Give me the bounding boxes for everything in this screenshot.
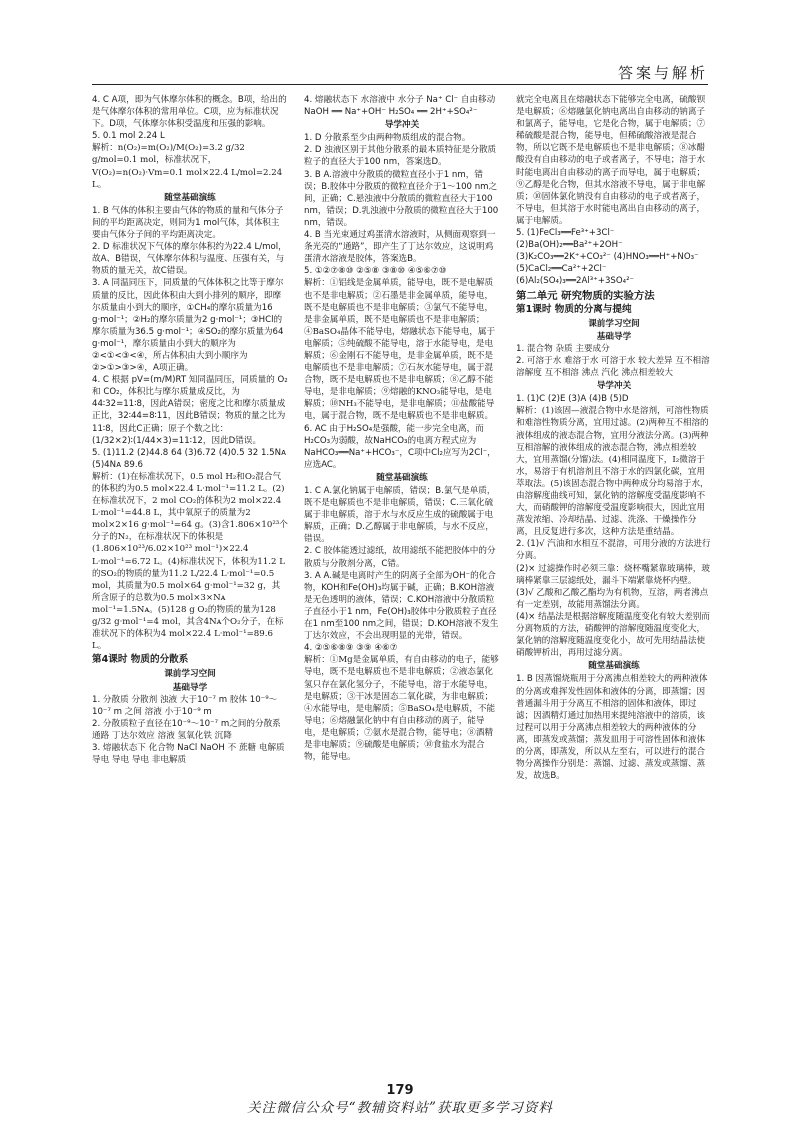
section-heading: 课前学习空间 [164, 669, 216, 680]
page-header [92, 58, 708, 85]
answer-item: 5. 0.1 mol 2.24 L [92, 131, 165, 142]
answer-item: 1. B 气体的体积主要由气体的物质的量和气体分子间的平均距离决定，则同为1 mol气体，其体积主要由气体分子间的平均距离决定。 [92, 205, 284, 241]
analysis-text: 就完全电离且在熔融状态下能够完全电离，硫酸钡是电解质；⑥熔融氯化钠电离出自由移动的钠离子和氯离子，能导电，它是化合物，属于电解质；⑦稀硫酸是混合物，能导电，但稀硫酸溶液是混合物，所以它既不是电解质也不是非电解质；⑧冰醋酸没有自由移动的电子或者离子，不导电；溶于水时能电离出自由移动的离子而导电，属于电解质；⑨乙醇是化合物，但其水溶液不导电，属于非电解质；⑩固体氯化钠没有自由移动的电子或者离子，不导电，但其溶于水时能电离出自由移动的离子，属于电解质。 [516, 95, 706, 226]
answer-item: 2. C 胶体能透过滤纸，故用滤纸不能把胶体中的分散质与分散剂分离，C错。 [304, 546, 496, 569]
section-heading: 随堂基础演练 [588, 661, 640, 672]
answer-item: 5. (1)FeCl₃══Fe³⁺+3Cl⁻ (2)Ba(OH)₂══Ba²⁺+2OH⁻ (3)K₂CO₃══2K⁺+CO₃²⁻ (4)HNO₃══H⁺+NO₃⁻ (5)CaCl₂══Ca²⁺+2Cl⁻ (6)Al₂(SO₄)₃══2Al³⁺+3SO₄²⁻ [516, 228, 699, 287]
answer-item: 1. C A.氯化钠属于电解质，错误；B.氯气是单质，既不是电解质也不是非电解质，错误；C.三氧化硫属于非电解质，溶于水与水反应生成的硫酸属于电解质，正确；D.乙醇属于非电解质，与水不反应，错误。 [304, 486, 496, 545]
answer-item: 1. D 分散系至少由两种物质组成的混合物。 [304, 133, 471, 144]
answer-item: 3. B A.溶液中分散质的微粒直径小于1 nm，错误；B.胶体中分散质的微粒直径介于1～100 nm之间，正确；C.悬浊液中分散质的微粒直径大于100 nm，错误；D.乳浊液中分散质的微粒直径大于100 nm，错误。 [304, 169, 499, 228]
answer-item: 6. AC 由于H₂SO₄是强酸，能一步完全电离，而H₂CO₃为弱酸，故NaHCO₃的电离方程式应为NaHCO₃══Na⁺+HCO₃⁻，C项中Cl₂应写为2Cl⁻，应选AC。 [304, 423, 496, 470]
analysis-text: 解析：n(O₂)=m(O₂)/M(O₂)=3.2 g/32 g/mol=0.1 mol，标准状况下，V(O₂)=n(O₂)·Vm=0.1 mol×22.4 L/mol=2.24 L。 [92, 143, 283, 190]
header-title: 答案与解析 [617, 64, 708, 82]
answer-item: 2. D 浊液区别于其他分散系的最本质特征是分散质粒子的直径大于100 nm，答案选D。 [304, 145, 497, 168]
answer-item: 5. (1)11.2 (2)44.8 64 (3)6.72 (4)0.5 32 1.5Nᴀ (5)4Nᴀ 89.6 [92, 447, 287, 470]
page-number-value: 179 [386, 1083, 414, 1098]
answer-item: 1. B 因蒸馏烧瓶用于分离沸点相差较大的两种液体的分离或难挥发性固体和液体的分离，即蒸馏；因普通漏斗用于分离互不相溶的固体和液体，即过滤；因酒精灯通过加热用来提纯溶液中的溶质，该过程可以用于分离沸点相差较大的两种液体的分离，即蒸发或蒸馏；蒸发皿用于可溶性固体和液体的分离，即蒸发，所以从左至右，可以进行的混合物分离操作分别是：蒸馏、过滤、蒸发或蒸馏、蒸发，故选B。 [516, 674, 708, 782]
answer-item: 1. 混合物 杂质 主要成分 [516, 343, 610, 354]
answer-item: 3. A A.碱是电离时产生的阴离子全部为OH⁻的化合物，KOH和Fe(OH)₃均属于碱，正确；B.KOH溶液是无色透明的液体，错误；C.KOH溶液中分散质粒子直径小于1 nm，Fe(OH)₃胶体中分散质粒子直径在1 nm至100 nm之间，错误；D.KOH溶液不发生丁达尔效应，不会出现明显的光带，错误。 [304, 570, 499, 642]
answer-item: 2. (1)√ 汽油和水相互不混溶，可用分液的方法进行分离。 [516, 539, 711, 562]
section-heading: 导学冲关 [384, 120, 420, 131]
answer-item: 4. C A项，即为气体摩尔体积的概念。B项，给出的是气体摩尔体积的常用单位。C项，应为标准状况下。D项，气体摩尔体积受温度和压强的影响。 [92, 95, 287, 130]
subsection-heading: 基础导学 [172, 682, 208, 693]
footer-note: 关注微信公众号“教辅资料站”获取更多学习资料 [247, 1100, 553, 1116]
answer-item: 3. A 同温同压下，同质量的气体体积之比等于摩尔质量的反比，因此体积由大到小排列的顺序，即摩尔质量由小到大的顺序，①CH₄的摩尔质量为16 g·mol⁻¹；②H₂的摩尔质量为2 g·mol⁻¹；③HCl的摩尔质量为36.5 g·mol⁻¹；④SO₂的摩尔质量为64 g·mol⁻¹，摩尔质量由小到大的顺序为②<①<③<④，所占体积由大到小顺序为②>①>③>④，A项正确。 [92, 278, 284, 374]
section-heading: 随堂基础演练 [376, 472, 428, 483]
answer-item: 4. ②⑤⑥⑧⑨ ③⑨ ④⑥⑦ [304, 643, 398, 654]
answer-item: 4. 熔融状态下 水溶液中 水分子 Na⁺ Cl⁻ 自由移动 NaOH ══ Na⁺+OH⁻ H₂SO₄ ══ 2H⁺+SO₄²⁻ [304, 95, 496, 118]
lesson-title: 第1课时 物质的分离与提纯 [516, 303, 632, 315]
answer-item: 2. 可溶于水 难溶于水 可溶于水 较大差异 互不相溶 溶解度 互不相溶 沸点 汽化 沸点相差较大 [516, 355, 710, 379]
answer-item: 1. 分散质 分散剂 浊液 大于10⁻⁷ m 胶体 10⁻⁹～10⁻⁷ m 之间 溶液 小于10⁻⁹ m [92, 694, 278, 717]
answer-item: 2. D 标准状况下气体的摩尔体积约为22.4 L/mol，故A、B错误，气体摩尔体积与温度、压强有关，与物质的量无关，故C错误。 [92, 242, 287, 277]
answer-item: (4)× 结晶法是根据溶解度随温度变化有较大差别而分离物质的方法，硝酸钾的溶解度随温度变化大，氯化钠的溶解度随温度变化小，故可先用结晶法使硝酸钾析出，再用过滤分离。 [516, 611, 710, 659]
unit-title: 第二单元 研究物质的实验方法 [516, 289, 655, 302]
column-middle [304, 94, 500, 1076]
answer-item: (2)× 过滤操作时必须三靠：烧杯嘴紧靠玻璃棒，玻璃棒紧靠三层滤纸处，漏斗下端紧靠烧杯内壁。 [516, 563, 710, 586]
section-heading: 课前学习空间 [588, 318, 640, 329]
analysis-text: 解析：①铝线是金属单质，能导电，既不是电解质也不是非电解质；②石墨是非金属单质，能导电，既不是电解质也不是非电解质；③氯气不能导电，是非金属单质，既不是电解质也不是非电解质；④BaSO₄晶体不能导电，熔融状态下能导电，属于电解质；⑤纯硫酸不能导电，溶于水能导电，是电解质；⑥金刚石不能导电，是非金属单质，既不是电解质也不是非电解质；⑦石灰水能导电，属于混合物，既不是电解质也不是非电解质；⑧乙醇不能导电，是非电解质；⑨熔融的KNO₃能导电，是电解质；⑩NH₃不能导电，是非电解质；⑪盐酸能导电，属于混合物，既不是电解质也不是非电解质。 [304, 278, 496, 422]
analysis-text: 解析：(1)该固—液混合物中水是溶剂，可溶性物质和难溶性物质分离，宜用过滤。(2)两种互不相溶的液体组成的液态混合物，宜用分液法分离。(3)两种互相溶解的液体组成的液态混合物，沸点相差较大，宜用蒸馏(分馏)法。(4)相同温度下，I₂微溶于水，易溶于有机溶剂且不溶于水的四氯化碳，宜用萃取法。(5)该固态混合物中两种成分均易溶于水，由溶解度曲线可知，氯化钠的溶解度受温度影响不大，而硝酸钾的溶解度受温度影响很大，因此宜用蒸发浓缩、冷却结晶、过滤、洗涤、干燥操作分离，且反复进行多次，这种方法是重结晶。 [516, 406, 709, 538]
section-heading: 导学冲关 [596, 381, 632, 392]
analysis-text: 解析：(1)在标准状况下，0.5 mol H₂和O₂混合气的体积约为0.5 mol×22.4 L·mol⁻¹=11.2 L。(2)在标准状况下，2 mol CO₂的体积为2 mol×22.4 L·mol⁻¹=44.8 L，其中氧原子的质量为2 mol×2×16 g·mol⁻¹=64 g。(3)含1.806×10²³个分子的N₂，在标准状况下的体积是(1.806×10²³/6.02×10²³ mol⁻¹)×22.4 L·mol⁻¹=6.72 L。(4)标准状况下，体积为11.2 L的SO₂的物质的量为11.2 L/22.4 L·mol⁻¹=0.5 mol，其质量为0.5 mol×64 g·mol⁻¹=32 g，其所含原子的总数为0.5 mol×3×Nᴀ mol⁻¹=1.5Nᴀ。(5)128 g O₂的物质的量为128 g/32 g·mol⁻¹=4 mol，其含4Nᴀ个O₂分子，在标准状况下的体积为4 mol×22.4 L·mol⁻¹=89.6 L。 [92, 471, 288, 652]
lesson-title: 第4课时 物质的分散系 [92, 654, 189, 666]
subsection-heading: 基础导学 [596, 331, 632, 342]
column-left [92, 94, 288, 1076]
answer-item: 2. 分散质粒子直径在10⁻⁹～10⁻⁷ m之间的分散系 通路 丁达尔效应 溶液 氢氧化铁 沉降 [92, 718, 281, 741]
column-right [516, 94, 712, 1076]
answer-item: 1. (1)C (2)E (3)A (4)B (5)D [516, 394, 629, 405]
analysis-text: 解析：①Mg是金属单质，有自由移动的电子，能够导电，既不是电解质也不是非电解质；②液态氯化氢只存在氯化氢分子，不能导电，溶于水能导电，是电解质；③干冰是固态二氧化碳，为非电解质；④水能导电，是电解质；⑤BaSO₄是电解质，不能导电；⑥熔融氯化钠中有自由移动的离子，能导电，是电解质；⑦氨水是混合物，能导电；⑧酒精是非电解质；⑨硫酸是电解质；⑩食盐水为混合物，能导电。 [304, 655, 499, 763]
answer-item: 5. ①②⑦⑧⑩ ②⑤⑧ ③⑧⑩ ④⑤⑥⑦⑩ [304, 266, 447, 277]
answer-item: (3)√ 乙酸和乙酸乙酯均为有机物，互溶，两者沸点有一定差别，故能用蒸馏法分离。 [516, 587, 709, 610]
answer-item: 3. 熔融状态下 化合物 NaCl NaOH 不 蔗糖 电解质 导电 导电 导电 非电解质 [92, 742, 285, 766]
answer-item: 4. B 当光束通过鸡蛋清水溶液时，从侧面观察到一条光亮的“通路”，即产生了丁达尔效应，这说明鸡蛋清水溶液是胶体，答案选B。 [304, 230, 496, 265]
answer-item: 4. C 根据 pV=(m/M)RT 知同温同压，同质量的 O₂ 和 CO₂，体积比与摩尔质量成反比，为44∶32=11∶8，因此A错误；密度之比和摩尔质量成正比，32∶44=8∶11，因此B错误；物质的量之比为11∶8，因此C正确；原子个数之比：(1/32×2)∶(1/44×3)=11∶12，因此D错误。 [92, 375, 288, 446]
section-heading: 随堂基础演练 [164, 192, 216, 203]
answer-columns [92, 94, 712, 1076]
